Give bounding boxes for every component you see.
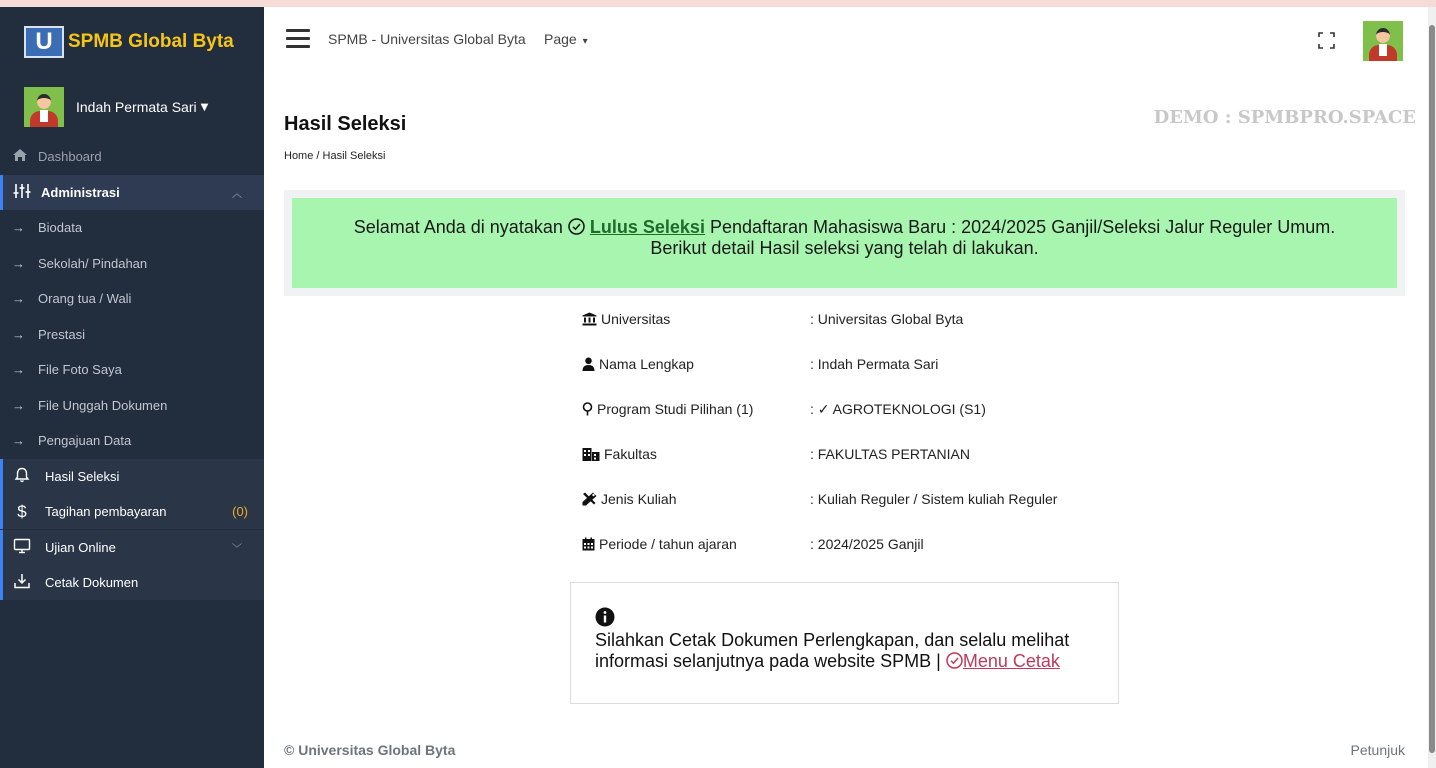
detail-row-jenis-kuliah (582, 489, 1057, 509)
check-circle-icon (568, 218, 585, 235)
sidebar-item-label: File Foto Saya (38, 362, 122, 377)
person-icon (582, 357, 595, 371)
download-icon (12, 573, 32, 593)
calendar-icon (582, 537, 595, 551)
detail-row-prodi (582, 399, 986, 419)
footer-help-link[interactable]: Petunjuk (1350, 742, 1405, 758)
detail-label: Fakultas (604, 446, 657, 462)
page-dropdown-label: Page (544, 31, 577, 47)
chevron-down-icon: ﹀ (232, 544, 242, 555)
sidebar-item-label: Sekolah/ Pindahan (38, 256, 148, 271)
arrow-right-icon: → (12, 433, 25, 448)
sidebar-item-file-foto[interactable] (0, 352, 264, 387)
building-icon (582, 447, 600, 461)
main-content (264, 72, 1428, 768)
menu-cetak-label: Menu Cetak (962, 651, 1060, 671)
sidebar-item-label: Orang tua / Wali (38, 291, 132, 306)
sidebar-item-ujian[interactable] (0, 530, 264, 565)
sidebar-item-label: Cetak Dokumen (45, 575, 139, 590)
sidebar-item-label: Hasil Seleksi (45, 469, 120, 484)
detail-value: : Indah Permata Sari (810, 356, 939, 372)
detail-value: : Universitas Global Byta (810, 311, 964, 327)
alert-suffix: Pendaftaran Mahasiswa Baru : 2024/2025 Ganjil/Seleksi Jalur Reguler Umum. (709, 217, 1336, 237)
chevron-down-icon: ▼ (200, 101, 209, 113)
check-circle-icon (946, 652, 963, 669)
notice-text-block (595, 630, 1105, 672)
sidebar-item-label: Prestasi (38, 327, 85, 342)
sidebar-item-prestasi[interactable] (0, 317, 264, 352)
brand-name: SPMB Global Byta (68, 31, 234, 52)
chevron-down-icon: ▾ (582, 36, 588, 47)
sidebar-item-orang-tua[interactable] (0, 281, 264, 316)
sidebar-item-label: Ujian Online (45, 540, 116, 555)
sidebar-item-label: Tagihan pembayaran (45, 504, 167, 519)
notice-box (570, 582, 1119, 704)
sidebar-item-biodata[interactable] (0, 210, 264, 245)
chevron-up-icon: ︿ (232, 189, 242, 200)
arrow-right-icon: → (12, 398, 25, 413)
sidebar-item-label: File Unggah Dokumen (38, 398, 168, 413)
arrow-right-icon: → (12, 256, 25, 271)
notice-text: Silahkan Cetak Dokumen Perlengkapan, dan selalu melihat informasi selanjutnya pada website SPMB | (595, 630, 1070, 671)
map-pin-icon (582, 402, 593, 416)
fullscreen-icon[interactable] (1318, 32, 1335, 49)
arrow-right-icon: → (12, 327, 25, 342)
page-title: Hasil Seleksi (284, 113, 407, 135)
menu-cetak-link[interactable] (946, 651, 1060, 671)
header-title[interactable]: SPMB - Universitas Global Byta (328, 31, 526, 47)
sidebar-item-cetak[interactable] (0, 565, 264, 600)
lulus-seleksi-link[interactable]: Lulus Seleksi (589, 217, 705, 237)
sidebar-item-label: Administrasi (41, 185, 120, 200)
monitor-icon (12, 538, 32, 558)
page-dropdown[interactable] (544, 31, 588, 47)
detail-row-nama (582, 354, 938, 374)
brand-logo: U (24, 26, 64, 58)
header-avatar[interactable] (1363, 21, 1403, 61)
user-name: Indah Permata Sari (76, 99, 197, 115)
info-circle-icon (595, 607, 615, 627)
arrow-right-icon: → (12, 291, 25, 306)
detail-label: Program Studi Pilihan (1) (597, 401, 754, 417)
user-panel[interactable] (24, 87, 208, 127)
sidebar-item-label: Pengajuan Data (38, 433, 132, 448)
browser-top-strip (0, 0, 1436, 7)
footer-copyright: © Universitas Global Byta (284, 742, 456, 758)
sidebar-item-sekolah[interactable] (0, 246, 264, 281)
brand[interactable] (24, 26, 234, 58)
detail-row-fakultas (582, 444, 970, 464)
sidebar-item-label: Dashboard (38, 149, 102, 164)
menu-toggle-icon[interactable] (286, 29, 310, 49)
top-navbar (264, 7, 1428, 72)
detail-row-periode (582, 534, 924, 554)
tagihan-badge: (0) (232, 504, 248, 519)
sidebar-item-label: Biodata (38, 220, 83, 235)
bank-icon (582, 312, 597, 326)
arrow-right-icon: → (12, 220, 25, 235)
sidebar-item-pengajuan[interactable] (0, 423, 264, 458)
arrow-right-icon: → (12, 362, 25, 377)
alert-prefix: Selamat Anda di nyatakan (353, 217, 563, 237)
sidebar-item-administrasi[interactable] (0, 175, 264, 210)
dollar-icon: $ (17, 501, 27, 521)
avatar (24, 87, 64, 127)
alert-container (284, 190, 1405, 296)
success-alert (292, 198, 1397, 288)
detail-label: Nama Lengkap (599, 356, 694, 372)
sidebar-item-file-unggah[interactable] (0, 388, 264, 423)
detail-value: : ✓ AGROTEKNOLOGI (S1) (810, 400, 986, 417)
alert-line-2: Berikut detail Hasil seleksi yang telah di lakukan. (650, 238, 1039, 258)
scrollbar[interactable] (1428, 7, 1436, 768)
demo-watermark: DEMO : SPMBPRO.SPACE (1153, 107, 1416, 128)
detail-row-universitas (582, 309, 963, 329)
tools-icon (582, 492, 597, 506)
detail-value: : FAKULTAS PERTANIAN (810, 446, 971, 462)
alert-line-1 (292, 217, 1397, 238)
detail-value: : 2024/2025 Ganjil (810, 536, 924, 552)
sidebar (0, 7, 264, 768)
sliders-icon (12, 183, 32, 203)
sidebar-item-hasil-seleksi[interactable] (0, 459, 264, 494)
sidebar-item-tagihan[interactable] (0, 494, 264, 529)
detail-label: Universitas (601, 311, 671, 327)
sidebar-item-dashboard[interactable] (0, 139, 264, 174)
detail-label: Periode / tahun ajaran (599, 536, 737, 552)
breadcrumb[interactable]: Home / Hasil Seleksi (284, 150, 386, 162)
detail-label: Jenis Kuliah (601, 491, 677, 507)
scrollbar-thumb[interactable] (1429, 25, 1435, 753)
detail-value: : Kuliah Reguler / Sistem kuliah Reguler (810, 491, 1058, 507)
bell-icon (12, 467, 32, 487)
home-icon (10, 148, 30, 166)
